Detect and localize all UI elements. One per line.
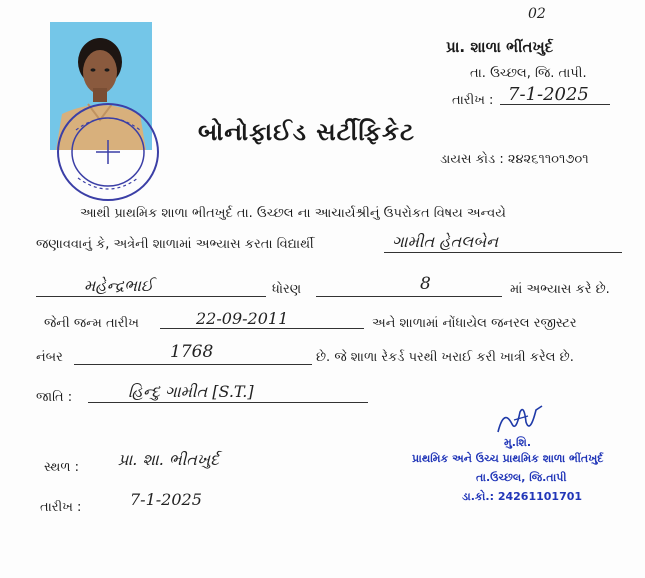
header-date-value: 7-1-2025 [508,84,589,105]
std-suffix: માં અભ્યાસ કરે છે. [510,282,610,297]
father-name: મહેન્દ્રભાઈ [84,276,154,295]
dob-value: 22-09-2011 [196,309,289,328]
reg-label: નંબર [36,350,63,365]
dob-suffix: અને શાળામાં નોંધાયેલ જનરલ રજીસ્ટર [372,316,577,331]
stamp-title: મુ.શિ. [504,436,532,449]
school-address: તા. ઉચ્છલ, જિ. તાપી. [470,66,587,81]
header-date-underline [500,104,610,105]
footer-date-value: 7-1-2025 [130,490,202,509]
certificate-title: બોનોફાઈડ સર્ટીફિકેટ [198,118,415,146]
corner-mark: 02 [528,6,546,22]
reg-underline [74,364,312,365]
body-line-1: આથી પ્રાથમિક શાળા ભીતખુર્દ તા. ઉચ્છલ ના આચાર્યશ્રીનું ઉપરોકત વિષય અન્વયે [80,206,506,221]
school-name: પ્રા. શાળા ભીંતખુર્દ [446,38,554,56]
student-name: ગામીત હેતલબેન [392,232,499,251]
school-round-stamp [54,100,162,204]
std-underline [316,296,502,297]
stamp-line-2: તા.ઉચ્છલ, જિ.તાપી [476,471,567,484]
caste-value: હિન્દુ ગામીત [S.T.] [128,382,254,401]
place-label: સ્થળ : [44,460,80,475]
dise-code: ડાયસ કોડ : ૨૪૨૬૧૧૦૧૭૦૧ [440,152,589,167]
student-name-underline [384,252,622,253]
std-label: ધોરણ [272,282,302,297]
stamp-code: ડા.કો.: 24261101701 [462,490,583,503]
dob-underline [160,328,364,329]
caste-underline [88,402,368,403]
father-name-underline [36,296,266,297]
body-line-2: જણાવવાનું કે, અત્રેની શાળામાં અભ્યાસ કરતા વિદ્યાર્થી [36,237,314,252]
header-date-label: તારીખ : [452,93,494,108]
reg-suffix: છે. જે શાળા રેકર્ડ પરથી ખરાઈ કરી ખાત્રી કરેલ છે. [316,350,574,365]
caste-label: જાતિ : [36,390,73,405]
reg-value: 1768 [170,342,214,362]
stamp-line-1: પ્રાથમિક અને ઉચ્ચ પ્રાથમિક શાળા ભીંતખુર્દ [412,452,604,465]
dob-label: જેની જન્મ તારીખ [44,316,139,331]
place-value: પ્રા. શા. ભીતખુર્દ [118,450,219,469]
std-value: 8 [420,274,431,294]
principal-signature [494,402,546,438]
footer-date-label: તારીખ : [40,500,82,515]
